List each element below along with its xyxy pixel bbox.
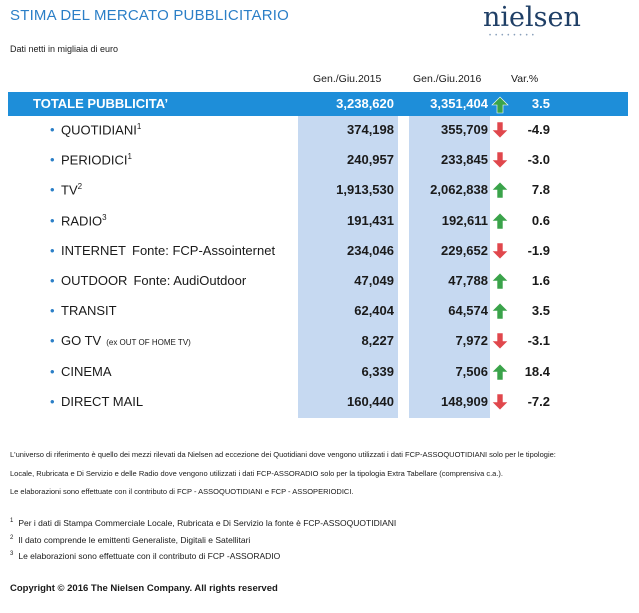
value-2016: 7,972 <box>455 333 488 348</box>
variation-percent: -7.2 <box>527 394 550 409</box>
trend-down-icon <box>491 393 509 416</box>
row-bullet: • <box>50 303 55 318</box>
value-2016: 2,062,838 <box>430 182 488 197</box>
column-header-var: Var.% <box>511 73 539 85</box>
units-subtitle: Dati netti in migliaia di euro <box>10 44 119 54</box>
row-name: RADIO <box>61 213 103 229</box>
row-name: DIRECT MAIL <box>61 394 144 409</box>
row-label <box>61 122 141 137</box>
footnote <box>10 551 280 561</box>
trend-down-icon <box>491 242 509 265</box>
footnote-text: Il dato comprende le emittenti Generaliste, Digitali e Satellitari <box>18 535 251 545</box>
trend-down-icon <box>491 121 509 144</box>
value-2015: 374,198 <box>347 122 394 137</box>
variation-percent: -4.9 <box>527 122 550 137</box>
note-line: Le elaborazioni sono effettuate con il contributo di FCP - ASSOQUOTIDIANI e FCP - ASSOPERIODICI. <box>10 487 354 496</box>
note-line: Locale, Rubricata e Di Servizio e delle Radio dove vengono utilizzati i dati FCP-ASSORADIO solo per la tipologia Extra Tabellare (comprensiva c.a.). <box>10 469 504 478</box>
row-name: GO TV <box>61 333 102 348</box>
variation-percent: 18.4 <box>524 364 550 379</box>
row-source: Fonte: FCP-Assointernet <box>132 243 276 258</box>
trend-up-icon <box>491 212 509 235</box>
value-2016: 229,652 <box>441 243 488 258</box>
footnote-number: 3 <box>10 551 14 558</box>
footnote-text: Le elaborazioni sono effettuate con il contributo di FCP -ASSORADIO <box>18 551 281 561</box>
row-bullet: • <box>50 213 55 228</box>
footnote-marker: 1 <box>136 122 142 131</box>
value-2015: 8,227 <box>361 333 394 348</box>
total-variation: 3.5 <box>531 96 550 111</box>
row-name: CINEMA <box>61 364 112 379</box>
row-bullet: • <box>50 364 55 379</box>
trend-up-icon <box>491 181 509 204</box>
value-2015: 1,913,530 <box>336 182 394 197</box>
total-value-2016: 3,351,404 <box>430 96 488 111</box>
value-2015: 191,431 <box>347 213 394 228</box>
row-label <box>61 213 107 228</box>
row-label <box>61 273 246 288</box>
variation-percent: 7.8 <box>531 182 550 197</box>
value-2015: 6,339 <box>361 364 394 379</box>
row-bullet: • <box>50 394 55 409</box>
note-line: L'universo di riferimento è quello dei mezzi rilevati da Nielsen ad eccezione dei Quotidiani dove vengono utilizzati i dati FCP-ASSOQUOTIDIANI solo per le tipologie: <box>10 450 556 459</box>
footnote <box>10 518 396 528</box>
row-label <box>61 243 275 258</box>
row-label <box>61 182 82 197</box>
footnote-number: 2 <box>10 535 14 542</box>
row-source: Fonte: AudiOutdoor <box>133 273 247 288</box>
row-bullet: • <box>50 152 55 167</box>
nielsen-logo: nielsen <box>483 2 581 33</box>
value-2016: 355,709 <box>441 122 488 137</box>
variation-percent: -3.0 <box>527 152 550 167</box>
footnote <box>10 535 250 545</box>
copyright: Copyright © 2016 The Nielsen Company. All rights reserved <box>10 583 278 594</box>
row-bullet: • <box>50 333 55 348</box>
row-name: TV <box>61 182 78 198</box>
value-2016: 7,506 <box>455 364 488 379</box>
value-2015: 234,046 <box>347 243 394 258</box>
total-value-2015: 3,238,620 <box>336 96 394 111</box>
variation-percent: 0.6 <box>531 213 550 228</box>
value-2016: 233,845 <box>441 152 488 167</box>
variation-percent: 1.6 <box>531 273 550 288</box>
value-2015: 160,440 <box>347 394 394 409</box>
row-name: QUOTIDIANI <box>61 122 137 138</box>
value-2016: 192,611 <box>441 213 488 228</box>
row-name: PERIODICI <box>61 152 128 168</box>
row-name: INTERNET <box>61 243 126 258</box>
trend-up-icon <box>491 363 509 386</box>
footnote-text: Per i dati di Stampa Commerciale Locale, Rubricata e Di Servizio la fonte è FCP-ASSOQUOTIDIANI <box>18 518 397 528</box>
variation-percent: -1.9 <box>527 243 550 258</box>
trend-up-icon <box>491 272 509 295</box>
footnote-number: 1 <box>10 518 14 525</box>
row-bullet: • <box>50 182 55 197</box>
row-label <box>61 364 112 379</box>
row-name: TRANSIT <box>61 303 117 318</box>
value-2015: 62,404 <box>354 303 394 318</box>
value-2016: 148,909 <box>441 394 488 409</box>
row-label <box>61 152 132 167</box>
value-2015: 240,957 <box>347 152 394 167</box>
row-source-note: (ex OUT OF HOME TV) <box>106 338 191 347</box>
page-title: STIMA DEL MERCATO PUBBLICITARIO <box>10 7 290 24</box>
trend-down-icon <box>491 151 509 174</box>
logo-dots-decoration: •••••••• <box>489 33 538 39</box>
footnote-marker: 3 <box>102 213 107 222</box>
total-trend-up-icon <box>491 96 509 119</box>
row-bullet: • <box>50 273 55 288</box>
column-header-2015: Gen./Giu.2015 <box>313 73 382 85</box>
variation-percent: 3.5 <box>531 303 550 318</box>
row-bullet: • <box>50 122 55 137</box>
row-label <box>61 394 143 409</box>
footnote-marker: 1 <box>127 152 132 161</box>
value-2015: 47,049 <box>354 273 394 288</box>
total-label: TOTALE PUBBLICITA’ <box>33 96 169 111</box>
row-label <box>61 333 191 348</box>
variation-percent: -3.1 <box>527 333 550 348</box>
row-bullet: • <box>50 243 55 258</box>
trend-down-icon <box>491 332 509 355</box>
row-label <box>61 303 117 318</box>
value-2016: 47,788 <box>448 273 488 288</box>
row-name: OUTDOOR <box>61 273 128 288</box>
footnote-marker: 2 <box>77 182 83 191</box>
column-header-2016: Gen./Giu.2016 <box>413 73 482 85</box>
value-2016: 64,574 <box>448 303 488 318</box>
trend-up-icon <box>491 302 509 325</box>
